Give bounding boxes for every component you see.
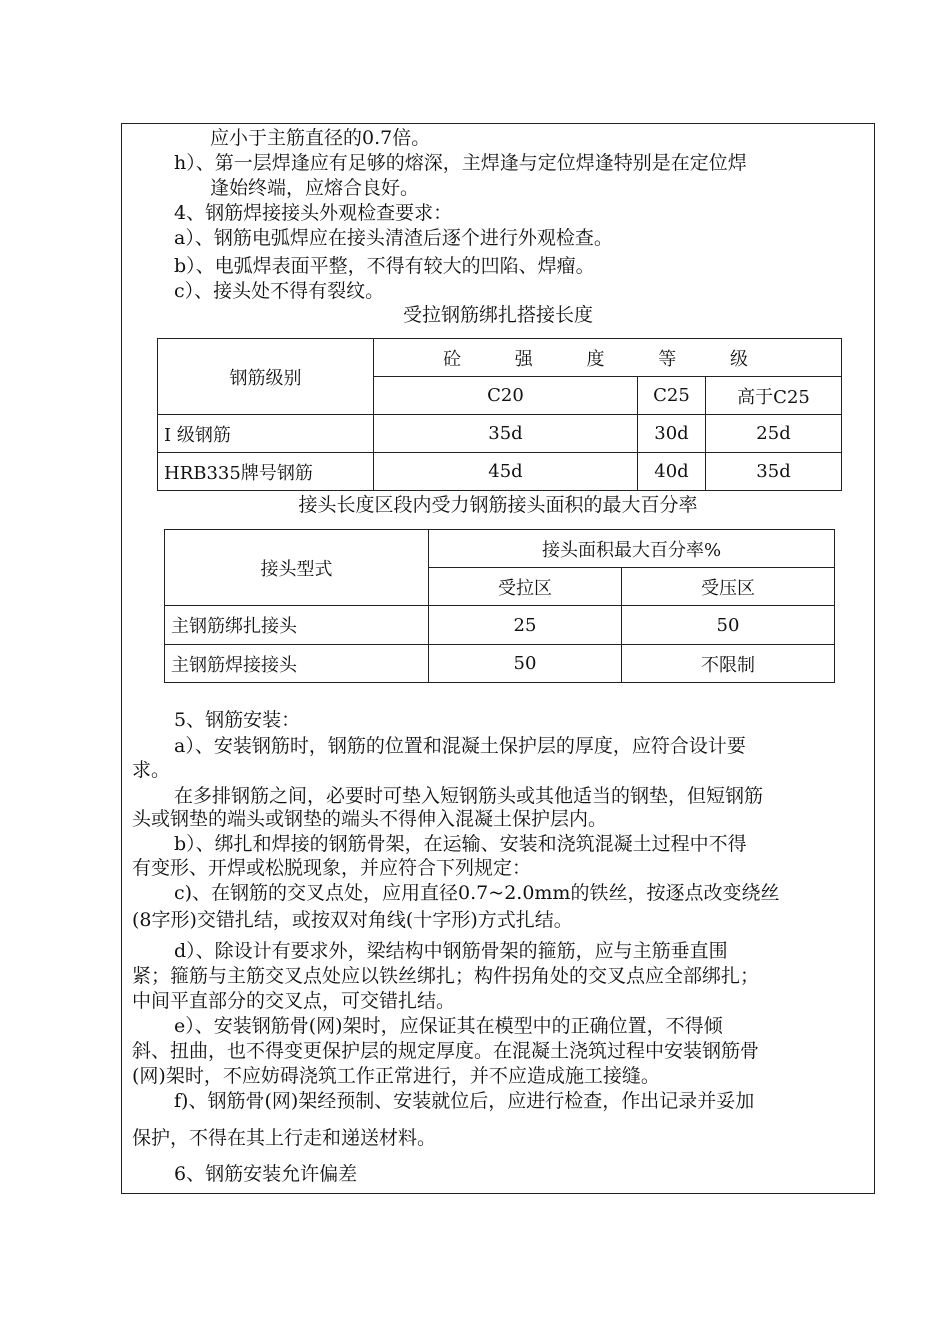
- cell: 25d: [706, 415, 842, 453]
- table2-caption: 接头长度区段内受力钢筋接头面积的最大百分率: [298, 494, 698, 516]
- table-row: [165, 606, 835, 645]
- section-heading: 6、钢筋安装允许偏差: [174, 1163, 358, 1185]
- table-row: [158, 453, 842, 491]
- cell: 30d: [638, 415, 706, 453]
- text-line: 在多排钢筋之间，必要时可垫入短钢筋头或其他适当的钢垫，但短钢筋: [174, 785, 764, 807]
- text-line: 逢始终端，应熔合良好。: [210, 177, 420, 199]
- text-line: 斜、扭曲，也不得变更保护层的规定厚度。在混凝土浇筑过程中安装钢筋骨: [132, 1040, 760, 1062]
- cell: 50: [429, 645, 622, 683]
- cell: 35d: [706, 453, 842, 491]
- row-label: HRB335牌号钢筋: [158, 453, 374, 491]
- cell: 50: [622, 606, 835, 645]
- section-heading: 5、钢筋安装：: [174, 709, 301, 731]
- text-line: c）、接头处不得有裂纹。: [174, 280, 385, 302]
- row-label: 主钢筋绑扎接头: [165, 606, 429, 645]
- text-line: 中间平直部分的交叉点，可交错扎结。: [132, 990, 456, 1012]
- text-line: 紧；箍筋与主筋交叉点处应以铁丝绑扎；构件拐角处的交叉点应全部绑扎；: [132, 965, 760, 987]
- subheader-tension-zone: 受拉区: [429, 568, 622, 606]
- text-line: 求。: [132, 759, 171, 781]
- cell: 25: [429, 606, 622, 645]
- text-line: (8字形)交错扎结，或按双对角线(十字形)方式扎结。: [132, 909, 573, 931]
- text-line: a）、安装钢筋时，钢筋的位置和混凝土保护层的厚度，应符合设计要: [174, 735, 746, 757]
- lap-length-table: [157, 338, 842, 491]
- subheader-compression-zone: 受压区: [622, 568, 835, 606]
- joint-percentage-table: [164, 529, 835, 683]
- text-line: a）、钢筋电弧焊应在接头清渣后逐个进行外观检查。: [174, 227, 613, 249]
- cell: 不限制: [622, 645, 835, 683]
- text-line: c)、在钢筋的交叉点处，应用直径0.7~2.0mm的铁丝，按逐点改变绕丝: [174, 882, 780, 904]
- table-row: [165, 645, 835, 683]
- row-label: 主钢筋焊接接头: [165, 645, 429, 683]
- table-row: [158, 415, 842, 453]
- subheader-above-c25: 高于C25: [706, 377, 842, 415]
- text-line: 应小于主筋直径的0.7倍。: [210, 127, 431, 149]
- document-frame: [121, 123, 875, 1194]
- text-line: 4、钢筋焊接接头外观检查要求：: [174, 202, 453, 224]
- text-line: 保护，不得在其上行走和递送材料。: [132, 1127, 437, 1149]
- header-grade: 钢筋级别: [158, 339, 374, 415]
- cell: 35d: [374, 415, 638, 453]
- header-max-percentage: 接头面积最大百分率%: [429, 530, 835, 568]
- header-concrete-grade: 砼 强 度 等 级: [374, 339, 842, 377]
- text-line: b）、绑扎和焊接的钢筋骨架，在运输、安装和浇筑混凝土过程中不得: [174, 833, 747, 855]
- text-line: 有变形、开焊或松脱现象，并应符合下列规定：: [132, 857, 532, 879]
- text-line: 头或钢垫的端头或钢垫的端头不得伸入混凝土保护层内。: [132, 808, 608, 830]
- cell: 45d: [374, 453, 638, 491]
- cell: 40d: [638, 453, 706, 491]
- text-line: b）、电弧焊表面平整，不得有较大的凹陷、焊瘤。: [174, 255, 595, 277]
- subheader-c25: C25: [638, 377, 706, 415]
- subheader-c20: C20: [374, 377, 638, 415]
- row-label: Ⅰ 级钢筋: [158, 415, 374, 453]
- text-line: h）、第一层焊逢应有足够的熔深，主焊逢与定位焊逢特别是在定位焊: [174, 152, 747, 174]
- text-line: (网)架时，不应妨碍浇筑工作正常进行，并不应造成施工接缝。: [132, 1065, 660, 1087]
- text-line: f)、钢筋骨(网)架经预制、安装就位后，应进行检查，作出记录并妥加: [174, 1090, 755, 1112]
- header-joint-type: 接头型式: [165, 530, 429, 606]
- text-line: d）、除设计有要求外，梁结构中钢筋骨架的箍筋，应与主筋垂直围: [174, 940, 728, 962]
- table1-caption: 受拉钢筋绑扎搭接长度: [402, 304, 593, 326]
- text-line: e）、安装钢筋骨(网)架时，应保证其在模型中的正确位置，不得倾: [174, 1015, 723, 1037]
